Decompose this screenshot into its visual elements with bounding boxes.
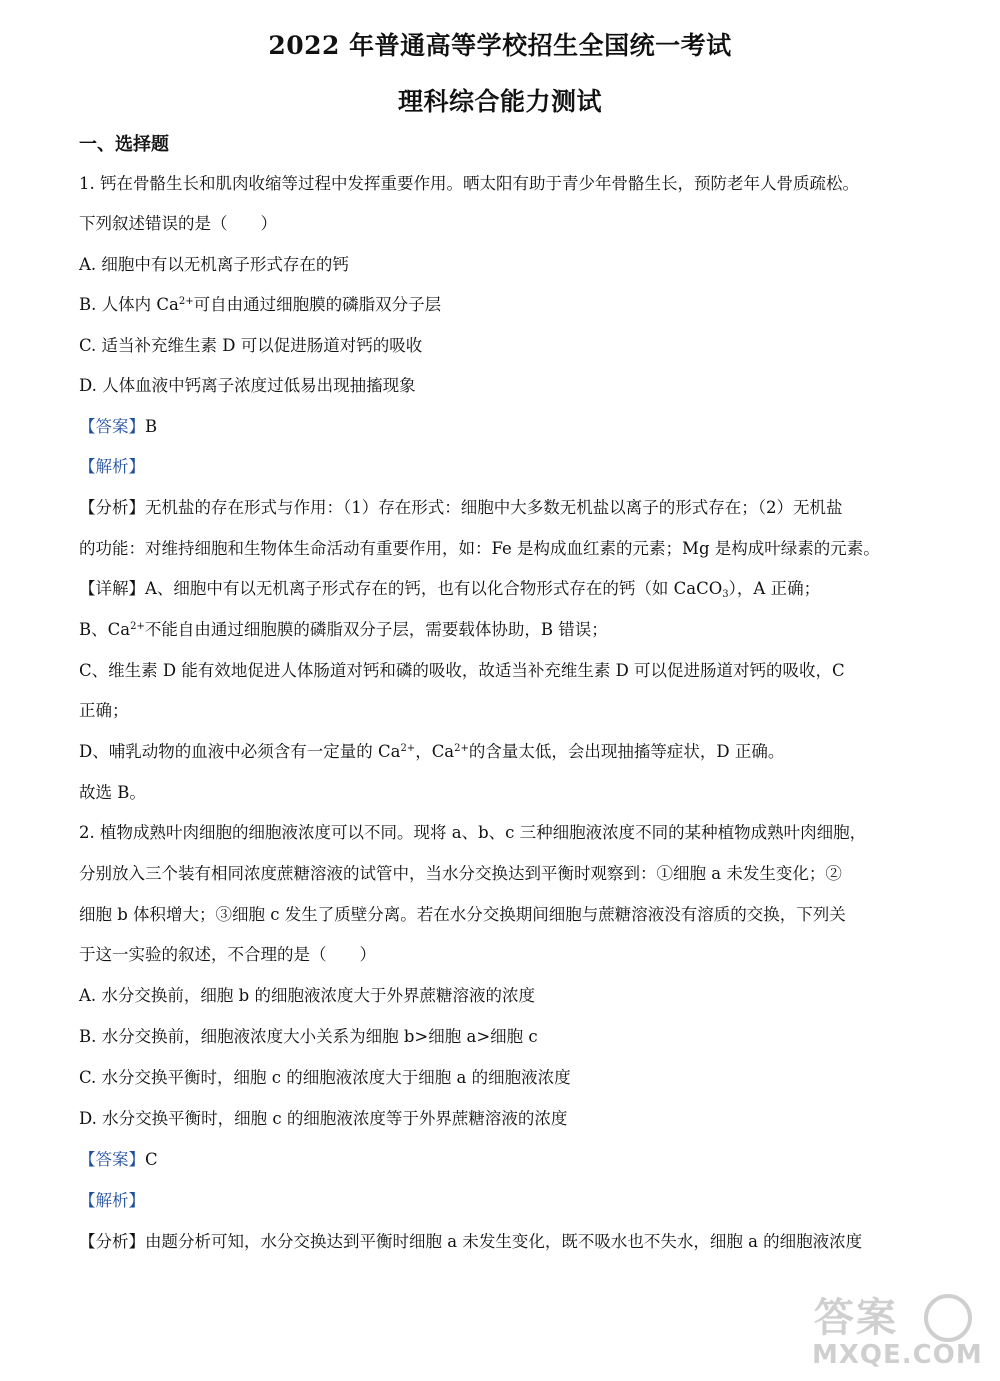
q1-xj-b-pre: B、Ca bbox=[79, 620, 131, 639]
exam-subtitle: 理科综合能力测试 bbox=[397, 87, 602, 116]
q1-xj-d-pre: D、哺乳动物的血液中必须含有一定量的 Ca bbox=[79, 742, 401, 761]
q2-option-b: B. 水分交换前，细胞液浓度大小关系为细胞 b>细胞 a>细胞 c bbox=[79, 1027, 538, 1046]
q2-option-d: D. 水分交换平衡时，细胞 c 的细胞液浓度等于外界蔗糖溶液的浓度 bbox=[79, 1109, 568, 1128]
q2-stem-line4: 于这一实验的叙述，不合理的是（ ） bbox=[79, 945, 376, 964]
q1-xj-b-post: 不能自由通过细胞膜的磷脂双分子层，需要载体协助，B 错误； bbox=[144, 620, 608, 639]
q1-xj-a-pre: A、细胞中有以无机离子形式存在的钙，也有以化合物形式存在的钙（如 CaCO bbox=[145, 579, 723, 598]
q2-option-a: A. 水分交换前，细胞 b 的细胞液浓度大于外界蔗糖溶液的浓度 bbox=[79, 986, 535, 1005]
fenxi-tag: 【分析】 bbox=[79, 498, 145, 517]
q1-option-d: D. 人体血液中钙离子浓度过低易出现抽搐现象 bbox=[79, 376, 416, 395]
q2-option-c: C. 水分交换平衡时，细胞 c 的细胞液浓度大于细胞 a 的细胞液浓度 bbox=[79, 1068, 571, 1087]
q1-option-a: A. 细胞中有以无机离子形式存在的钙 bbox=[79, 255, 349, 274]
q2-stem-line3: 细胞 b 体积增大；③细胞 c 发生了质壁分离。若在水分交换期间细胞与蔗糖溶液没有溶质的交换，下列关 bbox=[79, 905, 846, 924]
q2-answer-value: C bbox=[145, 1150, 158, 1169]
q1-xj-d-mid: ，Ca bbox=[415, 742, 455, 761]
q1-stem-line2: 下列叙述错误的是（ ） bbox=[79, 214, 277, 233]
q1-xj-a-sub: 3 bbox=[722, 589, 729, 600]
q2-fenxi-text1: 由题分析可知，水分交换达到平衡时细胞 a 未发生变化，既不吸水也不失水，细胞 a 的细胞液浓度 bbox=[145, 1232, 863, 1251]
q1-xiangjie-b bbox=[79, 619, 608, 641]
q1-xj-b-sup: 2+ bbox=[130, 621, 145, 632]
q1-xiangjie-c1: C、维生素 D 能有效地促进人体肠道对钙和磷的吸收，故适当补充维生素 D 可以促进肠道对钙的吸收，C bbox=[79, 661, 845, 680]
q2-answer bbox=[79, 1149, 158, 1171]
q1-xiangjie-c2: 正确； bbox=[79, 701, 129, 720]
q1-fenxi-line1 bbox=[79, 497, 843, 519]
q1-xj-d-sup1: 2+ bbox=[400, 743, 416, 754]
q1-xj-d-post: 的含量太低，会出现抽搐等症状，D 正确。 bbox=[468, 742, 785, 761]
q1-stem-line1: 1. 钙在骨骼生长和肌肉收缩等过程中发挥重要作用。晒太阳有助于青少年骨骼生长，预防老年人骨质疏松。 bbox=[79, 174, 859, 193]
q1-option-b bbox=[79, 294, 441, 316]
q2-stem-line1: 2. 植物成熟叶肉细胞的细胞液浓度可以不同。现将 a、b、c 三种细胞液浓度不同的某种植物成熟叶肉细胞， bbox=[79, 823, 867, 842]
fenxi-tag: 【分析】 bbox=[79, 1232, 145, 1251]
q1-fenxi-line2: 的功能：对维持细胞和生物体生命活动有重要作用，如：Fe 是构成血红素的元素；Mg 是构成叶绿素的元素。 bbox=[79, 539, 880, 558]
q1-option-b-sup: 2+ bbox=[178, 296, 194, 307]
q2-analysis-tag: 【解析】 bbox=[79, 1191, 145, 1210]
q1-option-b-post: 可自由通过细胞膜的磷脂双分子层 bbox=[193, 295, 442, 314]
q1-analysis-tag: 【解析】 bbox=[79, 457, 145, 476]
xiangjie-tag: 【详解】 bbox=[79, 579, 145, 598]
q1-xj-d-sup2: 2+ bbox=[454, 743, 469, 754]
q1-option-c: C. 适当补充维生素 D 可以促进肠道对钙的吸收 bbox=[79, 336, 423, 355]
q1-xiangjie-a bbox=[79, 578, 820, 600]
q1-fenxi-text1: 无机盐的存在形式与作用：（1）存在形式：细胞中大多数无机盐以离子的形式存在；（2）无机盐 bbox=[145, 498, 843, 517]
q1-xiangjie-d bbox=[79, 741, 784, 763]
q1-option-b-pre: B. 人体内 Ca bbox=[79, 295, 179, 314]
watermark-logo bbox=[806, 1286, 983, 1374]
exam-title: 2022 年普通高等学校招生全国统一考试 bbox=[268, 31, 732, 60]
q1-conclusion: 故选 B。 bbox=[79, 783, 146, 802]
q1-answer bbox=[79, 416, 157, 438]
q2-stem-line2: 分别放入三个装有相同浓度蔗糖溶液的试管中，当水分交换达到平衡时观察到：①细胞 a 未发生变化；② bbox=[79, 864, 842, 883]
answer-tag: 【答案】 bbox=[79, 417, 145, 436]
answer-tag: 【答案】 bbox=[79, 1150, 145, 1169]
section-heading: 一、选择题 bbox=[79, 134, 169, 155]
q1-xj-a-post: ），A 正确； bbox=[728, 579, 821, 598]
watermark-seal-icon bbox=[924, 1294, 972, 1342]
q1-answer-value: B bbox=[145, 417, 158, 436]
watermark-domain: MXQE.COM bbox=[812, 1340, 983, 1370]
watermark-text: 答案 bbox=[814, 1295, 898, 1341]
q2-fenxi-line1 bbox=[79, 1231, 862, 1253]
